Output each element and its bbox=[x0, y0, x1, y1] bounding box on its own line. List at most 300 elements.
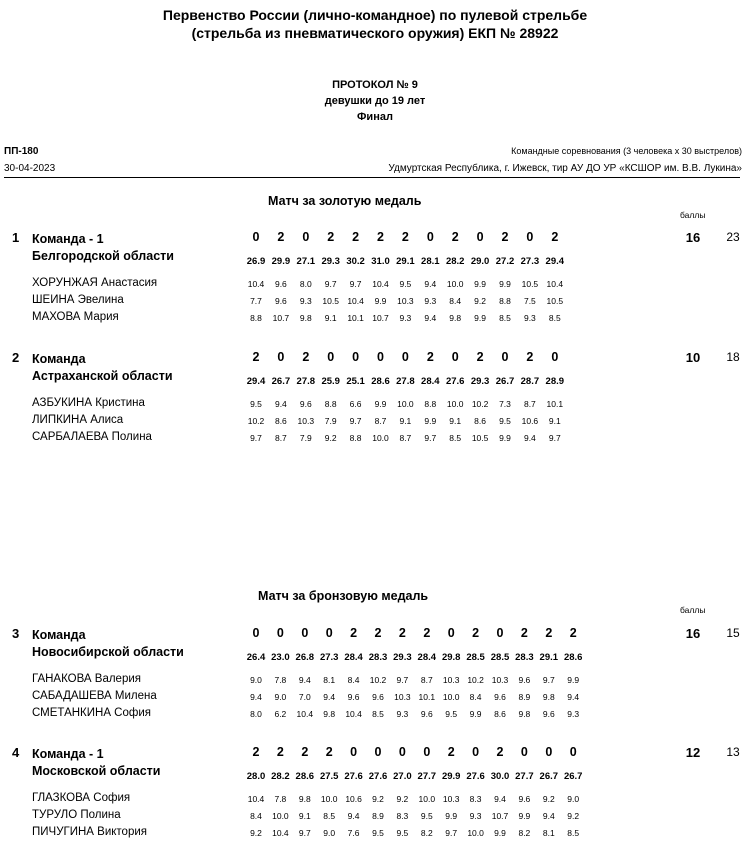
series-point: 2 bbox=[401, 230, 409, 244]
athlete-shot: 10.7 bbox=[272, 313, 290, 323]
athlete-shot: 9.8 bbox=[299, 313, 312, 323]
series-sum: 26.7 bbox=[539, 771, 559, 782]
athlete-name: ПИЧУГИНА Виктория bbox=[32, 826, 147, 838]
series-sum: 29.3 bbox=[470, 376, 490, 387]
athlete-shot: 8.5 bbox=[449, 433, 462, 443]
athlete-shot: 9.6 bbox=[494, 692, 506, 702]
team-rank: 2 bbox=[12, 350, 20, 365]
series-sum: 29.3 bbox=[321, 256, 340, 267]
athlete-shot: 9.2 bbox=[567, 811, 580, 821]
athlete-shot: 9.2 bbox=[542, 794, 555, 804]
series-sum: 30.0 bbox=[490, 771, 510, 782]
athlete-shot: 9.7 bbox=[396, 675, 409, 685]
series-point: 2 bbox=[277, 230, 285, 244]
athlete-shot: 9.5 bbox=[372, 828, 384, 838]
athlete-shot: 9.7 bbox=[542, 675, 555, 685]
athlete-shot: 9.6 bbox=[347, 692, 360, 702]
series-sum: 27.6 bbox=[466, 771, 485, 782]
athlete-shot: 10.3 bbox=[394, 692, 411, 702]
athlete-shot: 9.9 bbox=[469, 709, 482, 719]
athlete-name: ЛИПКИНА Алиса bbox=[32, 414, 124, 426]
athlete-shot: 8.5 bbox=[323, 811, 336, 821]
athlete-shot: 10.7 bbox=[491, 811, 509, 821]
athlete-shot: 9.1 bbox=[399, 416, 412, 426]
athlete-shot: 9.3 bbox=[399, 313, 412, 323]
athlete-shot: 9.3 bbox=[567, 709, 580, 719]
series-point: 0 bbox=[545, 745, 553, 759]
series-sum: 28.2 bbox=[445, 256, 465, 267]
series-sum: 26.7 bbox=[495, 376, 515, 387]
athlete-shot: 10.2 bbox=[247, 416, 265, 426]
athlete-name: ГАНАКОВА Валерия bbox=[32, 673, 141, 685]
athlete-shot: 7.9 bbox=[299, 433, 312, 443]
series-point: 0 bbox=[252, 626, 260, 640]
series-point: 2 bbox=[398, 626, 406, 640]
series-sum: 27.3 bbox=[319, 652, 339, 663]
series-sum: 29.4 bbox=[545, 256, 565, 267]
series-sum: 28.4 bbox=[344, 652, 363, 663]
athlete-shot: 9.9 bbox=[424, 416, 437, 426]
athlete-shot: 9.7 bbox=[250, 433, 262, 443]
athlete-shot: 9.6 bbox=[518, 794, 531, 804]
match-title: Матч за бронзовую медаль bbox=[258, 589, 429, 603]
document-title-line-1: Первенство России (лично-командное) по пулевой стрельбе bbox=[162, 7, 588, 23]
series-point: 2 bbox=[496, 745, 504, 759]
athlete-name: ШЕИНА Эвелина bbox=[32, 294, 124, 306]
series-point: 2 bbox=[352, 230, 360, 244]
athlete-shot: 9.1 bbox=[298, 811, 311, 821]
series-point: 2 bbox=[520, 626, 528, 640]
athlete-shot: 9.6 bbox=[372, 692, 384, 702]
athlete-shot: 8.7 bbox=[399, 433, 412, 443]
athlete-name: СМЕТАНКИНА София bbox=[32, 707, 151, 719]
athlete-shot: 7.8 bbox=[274, 794, 287, 804]
series-sum: 27.6 bbox=[368, 771, 388, 782]
athlete-shot: 9.2 bbox=[474, 296, 486, 306]
athlete-shot: 10.0 bbox=[446, 279, 464, 289]
athlete-shot: 7.0 bbox=[298, 692, 311, 702]
athlete-shot: 10.1 bbox=[418, 692, 436, 702]
athlete-shot: 10.2 bbox=[467, 675, 484, 685]
athlete-shot: 10.0 bbox=[446, 399, 464, 409]
athlete-shot: 9.8 bbox=[298, 794, 311, 804]
athlete-shot: 10.6 bbox=[345, 794, 362, 804]
series-sum: 26.7 bbox=[271, 376, 291, 387]
series-point: 2 bbox=[327, 230, 335, 244]
athlete-shot: 10.4 bbox=[372, 279, 389, 289]
team-name-line-1: Команда - 1 bbox=[32, 747, 104, 761]
athlete-shot: 8.6 bbox=[474, 416, 486, 426]
athlete-shot: 8.9 bbox=[518, 692, 531, 702]
athlete-shot: 8.0 bbox=[250, 709, 262, 719]
team-name-line-1: Команда bbox=[32, 352, 86, 366]
series-sum: 27.6 bbox=[445, 376, 465, 387]
athlete-shot: 9.8 bbox=[542, 692, 555, 702]
athlete-shot: 9.7 bbox=[548, 433, 561, 443]
series-point: 0 bbox=[526, 230, 534, 244]
series-sum: 27.3 bbox=[520, 256, 540, 267]
athlete-shot: 7.9 bbox=[324, 416, 337, 426]
athlete-shot: 9.3 bbox=[299, 296, 312, 306]
athlete-shot: 8.3 bbox=[396, 811, 409, 821]
athlete-shot: 8.5 bbox=[548, 313, 561, 323]
series-point: 0 bbox=[501, 350, 509, 364]
series-sum: 28.7 bbox=[520, 376, 540, 387]
athlete-shot: 9.9 bbox=[499, 279, 511, 289]
athlete-shot: 10.1 bbox=[347, 313, 364, 323]
athlete-shot: 10.4 bbox=[347, 296, 364, 306]
series-point: 0 bbox=[447, 626, 455, 640]
athlete-shot: 10.3 bbox=[491, 675, 509, 685]
athlete-shot: 9.4 bbox=[347, 811, 360, 821]
athlete-shot: 9.4 bbox=[424, 279, 437, 289]
athlete-shot: 10.5 bbox=[471, 433, 489, 443]
athlete-shot: 8.2 bbox=[518, 828, 531, 838]
athlete-shot: 10.0 bbox=[418, 794, 436, 804]
athlete-shot: 8.7 bbox=[523, 399, 536, 409]
header-divider bbox=[4, 177, 740, 178]
athlete-shot: 10.7 bbox=[372, 313, 389, 323]
series-point: 0 bbox=[377, 350, 384, 364]
athlete-shot: 10.4 bbox=[247, 279, 265, 289]
athlete-shot: 9.9 bbox=[494, 828, 506, 838]
series-point: 2 bbox=[447, 745, 455, 759]
athlete-shot: 10.5 bbox=[521, 279, 539, 289]
series-sum: 29.0 bbox=[470, 256, 490, 267]
series-point: 2 bbox=[325, 745, 333, 759]
event-date: 30-04-2023 bbox=[4, 163, 56, 174]
athlete-shot: 10.5 bbox=[322, 296, 339, 306]
athlete-shot: 9.9 bbox=[474, 313, 486, 323]
athlete-shot: 9.0 bbox=[323, 828, 336, 838]
athlete-shot: 7.7 bbox=[250, 296, 262, 306]
series-point: 0 bbox=[327, 350, 335, 364]
athlete-shot: 9.3 bbox=[469, 811, 482, 821]
series-point: 2 bbox=[472, 626, 480, 640]
series-point: 0 bbox=[496, 626, 504, 640]
team-rank: 3 bbox=[12, 626, 20, 641]
series-point: 2 bbox=[551, 230, 559, 244]
athlete-shot: 9.5 bbox=[445, 709, 458, 719]
athlete-shot: 8.8 bbox=[250, 313, 262, 323]
athlete-shot: 9.5 bbox=[499, 416, 511, 426]
series-point: 2 bbox=[350, 626, 358, 640]
series-sum: 23.0 bbox=[271, 652, 290, 663]
series-point: 2 bbox=[276, 745, 284, 759]
series-point: 0 bbox=[276, 626, 284, 640]
series-sum: 28.5 bbox=[466, 652, 485, 663]
series-point: 2 bbox=[423, 626, 431, 640]
athlete-name: МАХОВА Мария bbox=[32, 311, 119, 323]
athlete-shot: 9.8 bbox=[518, 709, 531, 719]
athlete-shot: 8.2 bbox=[420, 828, 433, 838]
athlete-shot: 9.1 bbox=[548, 416, 561, 426]
athlete-shot: 10.6 bbox=[521, 416, 539, 426]
series-point: 2 bbox=[252, 350, 260, 364]
series-point: 2 bbox=[451, 230, 459, 244]
series-sum: 27.8 bbox=[396, 376, 415, 387]
athlete-name: АЗБУКИНА Кристина bbox=[32, 397, 145, 409]
athlete-shot: 8.7 bbox=[420, 675, 433, 685]
athlete-shot: 9.4 bbox=[274, 399, 287, 409]
team-qualification-place: 23 bbox=[726, 230, 740, 244]
athlete-shot: 7.6 bbox=[347, 828, 360, 838]
athlete-shot: 9.6 bbox=[420, 709, 433, 719]
athlete-shot: 10.0 bbox=[442, 692, 460, 702]
athlete-shot: 9.0 bbox=[274, 692, 287, 702]
series-sum: 28.6 bbox=[371, 376, 390, 387]
athlete-shot: 9.4 bbox=[323, 692, 336, 702]
series-sum: 27.7 bbox=[417, 771, 437, 782]
series-point: 2 bbox=[476, 350, 484, 364]
series-point: 0 bbox=[352, 350, 360, 364]
athlete-shot: 10.4 bbox=[296, 709, 314, 719]
series-point: 2 bbox=[501, 230, 509, 244]
athlete-shot: 9.8 bbox=[449, 313, 462, 323]
document-title-line-2: (стрельба из пневматического оружия) ЕКП № 28922 bbox=[191, 25, 559, 41]
athlete-shot: 9.0 bbox=[250, 675, 262, 685]
series-point: 0 bbox=[426, 230, 434, 244]
athlete-shot: 8.6 bbox=[494, 709, 506, 719]
athlete-name: ТУРУЛО Полина bbox=[32, 809, 121, 821]
athlete-shot: 10.2 bbox=[369, 675, 387, 685]
athlete-shot: 8.1 bbox=[323, 675, 336, 685]
athlete-shot: 10.0 bbox=[467, 828, 484, 838]
athlete-shot: 9.2 bbox=[396, 794, 409, 804]
series-sum: 29.9 bbox=[441, 771, 461, 782]
athlete-shot: 9.1 bbox=[449, 416, 462, 426]
athlete-shot: 8.1 bbox=[542, 828, 555, 838]
series-sum: 29.1 bbox=[396, 256, 415, 267]
athlete-shot: 9.2 bbox=[324, 433, 337, 443]
series-sum: 28.6 bbox=[295, 771, 315, 782]
athlete-shot: 9.3 bbox=[523, 313, 536, 323]
athlete-shot: 8.0 bbox=[299, 279, 312, 289]
series-sum: 27.8 bbox=[296, 376, 316, 387]
athlete-shot: 8.4 bbox=[347, 675, 360, 685]
athlete-shot: 10.0 bbox=[320, 794, 338, 804]
athlete-shot: 9.4 bbox=[494, 794, 506, 804]
series-point: 2 bbox=[569, 626, 577, 640]
team-total-points: 12 bbox=[685, 745, 701, 760]
series-point: 2 bbox=[374, 626, 382, 640]
athlete-shot: 9.3 bbox=[424, 296, 437, 306]
team-total-points: 10 bbox=[685, 350, 701, 365]
athlete-shot: 9.4 bbox=[542, 811, 555, 821]
athlete-shot: 8.8 bbox=[499, 296, 511, 306]
series-sum: 29.4 bbox=[246, 376, 266, 387]
series-sum: 28.9 bbox=[545, 376, 565, 387]
athlete-shot: 10.2 bbox=[471, 399, 489, 409]
series-point: 0 bbox=[277, 350, 285, 364]
athlete-shot: 10.0 bbox=[397, 399, 414, 409]
athlete-shot: 10.4 bbox=[272, 828, 289, 838]
series-sum: 28.6 bbox=[563, 652, 583, 663]
athlete-shot: 9.4 bbox=[424, 313, 437, 323]
team-qualification-place: 18 bbox=[726, 350, 740, 364]
series-sum: 27.0 bbox=[393, 771, 412, 782]
series-sum: 27.5 bbox=[319, 771, 339, 782]
series-sum: 27.6 bbox=[344, 771, 363, 782]
athlete-shot: 9.3 bbox=[396, 709, 409, 719]
athlete-shot: 10.5 bbox=[546, 296, 564, 306]
athlete-shot: 9.6 bbox=[542, 709, 555, 719]
series-point: 2 bbox=[252, 745, 260, 759]
series-sum: 28.0 bbox=[246, 771, 266, 782]
series-point: 0 bbox=[520, 745, 528, 759]
athlete-shot: 8.3 bbox=[469, 794, 482, 804]
series-point: 0 bbox=[476, 230, 484, 244]
team-name-line-2: Московской области bbox=[32, 764, 161, 778]
athlete-name: ХОРУНЖАЯ Анастасия bbox=[32, 277, 158, 289]
team-name-line-1: Команда bbox=[32, 628, 86, 642]
athlete-shot: 9.2 bbox=[250, 828, 262, 838]
series-point: 0 bbox=[302, 230, 310, 244]
athlete-shot: 9.7 bbox=[298, 828, 311, 838]
athlete-shot: 10.3 bbox=[297, 416, 315, 426]
athlete-shot: 9.7 bbox=[324, 279, 337, 289]
series-point: 0 bbox=[472, 745, 480, 759]
series-point: 0 bbox=[423, 745, 431, 759]
athlete-shot: 9.1 bbox=[324, 313, 337, 323]
athlete-shot: 9.2 bbox=[372, 794, 384, 804]
series-sum: 25.9 bbox=[321, 376, 340, 387]
series-sum: 26.9 bbox=[246, 256, 266, 267]
series-sum: 29.1 bbox=[539, 652, 559, 663]
age-category: девушки до 19 лет bbox=[324, 95, 426, 107]
athlete-shot: 9.7 bbox=[424, 433, 437, 443]
athlete-shot: 9.9 bbox=[518, 811, 531, 821]
athlete-shot: 9.4 bbox=[523, 433, 536, 443]
athlete-shot: 8.8 bbox=[324, 399, 337, 409]
athlete-shot: 8.4 bbox=[449, 296, 462, 306]
protocol-number: ПРОТОКОЛ № 9 bbox=[332, 79, 418, 91]
athlete-shot: 10.3 bbox=[397, 296, 414, 306]
athlete-shot: 9.7 bbox=[349, 416, 362, 426]
athlete-shot: 6.2 bbox=[274, 709, 287, 719]
athlete-shot: 9.7 bbox=[445, 828, 458, 838]
points-column-label: баллы bbox=[680, 210, 706, 220]
athlete-shot: 9.9 bbox=[474, 279, 486, 289]
athlete-shot: 9.9 bbox=[499, 433, 511, 443]
athlete-shot: 9.6 bbox=[274, 279, 287, 289]
team-name-line-2: Белгородской области bbox=[32, 249, 174, 263]
series-sum: 28.4 bbox=[417, 652, 437, 663]
athlete-shot: 8.8 bbox=[349, 433, 362, 443]
athlete-shot: 9.9 bbox=[374, 296, 387, 306]
athlete-shot: 9.4 bbox=[250, 692, 262, 702]
athlete-shot: 10.0 bbox=[372, 433, 389, 443]
series-point: 0 bbox=[350, 745, 358, 759]
series-sum: 27.1 bbox=[296, 256, 316, 267]
athlete-shot: 8.4 bbox=[250, 811, 262, 821]
athlete-shot: 8.5 bbox=[567, 828, 580, 838]
athlete-shot: 7.8 bbox=[274, 675, 287, 685]
athlete-shot: 10.0 bbox=[272, 811, 289, 821]
athlete-shot: 9.5 bbox=[250, 399, 262, 409]
series-point: 0 bbox=[398, 745, 406, 759]
stage-name: Финал bbox=[357, 111, 393, 123]
team-rank: 4 bbox=[12, 745, 20, 760]
series-point: 2 bbox=[426, 350, 434, 364]
series-point: 0 bbox=[252, 230, 260, 244]
athlete-shot: 10.1 bbox=[546, 399, 564, 409]
athlete-shot: 9.9 bbox=[445, 811, 458, 821]
athlete-shot: 10.3 bbox=[442, 675, 460, 685]
team-rank: 1 bbox=[12, 230, 20, 245]
team-name-line-2: Новосибирской области bbox=[32, 645, 184, 659]
athlete-shot: 9.5 bbox=[399, 279, 412, 289]
series-point: 0 bbox=[325, 626, 333, 640]
team-total-points: 16 bbox=[685, 230, 701, 245]
series-sum: 28.3 bbox=[515, 652, 534, 663]
series-sum: 29.8 bbox=[441, 652, 461, 663]
series-sum: 28.3 bbox=[368, 652, 388, 663]
series-sum: 28.1 bbox=[421, 256, 440, 267]
series-sum: 26.4 bbox=[246, 652, 266, 663]
event-venue: Удмуртская Республика, г. Ижевск, тир АУ ДО УР «КСШОР им. В.В. Лукина» bbox=[388, 163, 742, 174]
series-point: 0 bbox=[374, 745, 382, 759]
athlete-name: САБАДАШЕВА Милена bbox=[32, 690, 157, 702]
athlete-shot: 9.4 bbox=[298, 675, 311, 685]
series-sum: 31.0 bbox=[371, 256, 390, 267]
series-point: 0 bbox=[301, 626, 309, 640]
athlete-shot: 9.6 bbox=[274, 296, 287, 306]
series-sum: 30.2 bbox=[346, 256, 365, 267]
athlete-shot: 8.7 bbox=[274, 433, 287, 443]
athlete-shot: 9.5 bbox=[396, 828, 409, 838]
athlete-shot: 8.9 bbox=[372, 811, 384, 821]
team-name-line-1: Команда - 1 bbox=[32, 232, 104, 246]
athlete-shot: 9.6 bbox=[518, 675, 531, 685]
athlete-shot: 10.4 bbox=[546, 279, 564, 289]
series-sum: 29.9 bbox=[271, 256, 291, 267]
athlete-shot: 7.3 bbox=[499, 399, 511, 409]
competition-type: Командные соревнования (3 человека х 30 выстрелов) bbox=[511, 146, 742, 156]
series-sum: 27.7 bbox=[515, 771, 534, 782]
series-sum: 28.5 bbox=[490, 652, 510, 663]
athlete-shot: 9.5 bbox=[420, 811, 433, 821]
series-sum: 26.7 bbox=[563, 771, 583, 782]
series-point: 2 bbox=[302, 350, 310, 364]
series-point: 2 bbox=[377, 230, 384, 244]
athlete-shot: 9.4 bbox=[567, 692, 580, 702]
series-point: 2 bbox=[301, 745, 309, 759]
series-sum: 26.8 bbox=[295, 652, 315, 663]
series-sum: 29.3 bbox=[393, 652, 412, 663]
athlete-shot: 8.7 bbox=[374, 416, 387, 426]
series-point: 0 bbox=[569, 745, 577, 759]
athlete-shot: 9.7 bbox=[349, 279, 362, 289]
athlete-shot: 10.3 bbox=[442, 794, 460, 804]
athlete-shot: 8.5 bbox=[499, 313, 511, 323]
series-point: 2 bbox=[526, 350, 534, 364]
athlete-shot: 8.6 bbox=[274, 416, 287, 426]
match-title: Матч за золотую медаль bbox=[268, 194, 422, 208]
series-point: 2 bbox=[545, 626, 553, 640]
series-point: 0 bbox=[551, 350, 559, 364]
athlete-shot: 6.6 bbox=[349, 399, 362, 409]
athlete-shot: 8.5 bbox=[372, 709, 384, 719]
team-qualification-place: 15 bbox=[726, 626, 740, 640]
points-column-label: баллы bbox=[680, 605, 706, 615]
athlete-shot: 7.5 bbox=[523, 296, 536, 306]
athlete-name: ГЛАЗКОВА София bbox=[32, 792, 131, 804]
team-total-points: 16 bbox=[685, 626, 701, 641]
athlete-shot: 9.9 bbox=[567, 675, 580, 685]
athlete-name: САРБАЛАЕВА Полина bbox=[32, 431, 152, 443]
athlete-shot: 10.4 bbox=[345, 709, 362, 719]
